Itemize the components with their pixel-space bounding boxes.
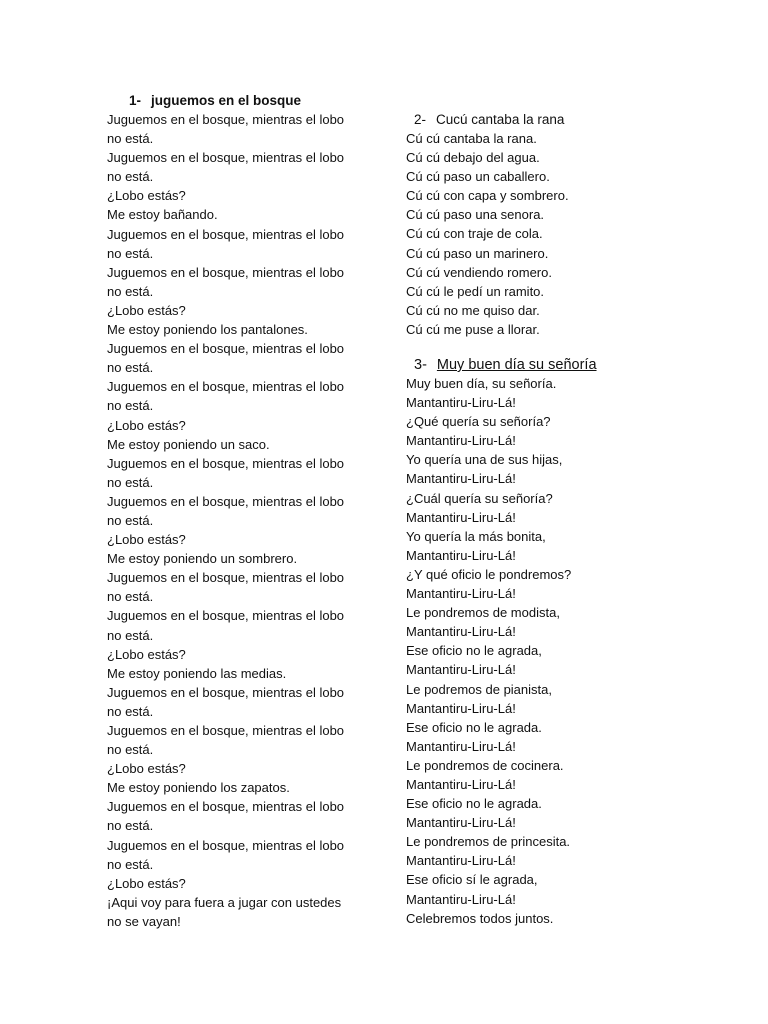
lyric-line: Mantantiru-Liru-Lá! [406,853,516,869]
lyric-line: Cú cú paso un caballero. [406,169,550,185]
lyric-line: Ese oficio no le agrada, [406,643,542,659]
lyric-line: Cú cú con traje de cola. [406,226,543,242]
lyric-line: no está. [107,818,154,834]
lyric-line: Mantantiru-Liru-Lá! [406,509,516,525]
lyric-line: Mantantiru-Liru-Lá! [406,547,516,563]
lyric-line: Juguemos en el bosque, mientras el lobo [107,608,345,624]
lyric-line: Mantantiru-Liru-Lá! [406,624,516,640]
lyric-line: no está. [107,245,154,261]
lyric-line: Cú cú debajo del agua. [406,150,540,166]
lyric-line: Mantantiru-Liru-Lá! [406,395,516,411]
lyric-line: no está. [107,169,154,185]
lyric-line: Mantantiru-Liru-Lá! [406,471,516,487]
lyric-line: Mantantiru-Liru-Lá! [406,700,516,716]
lyric-line: Le pondremos de modista, [406,605,560,621]
lyric-line: Juguemos en el bosque, mientras el lobo [107,112,345,127]
lyric-line: Le pondremos de princesita. [406,834,571,850]
lyric-line: Juguemos en el bosque, mientras el lobo [107,837,345,853]
lyric-line: no está. [107,703,154,719]
lyric-line: ¿Qué quería su señoría? [406,414,551,430]
lyric-line: Yo quería una de sus hijas, [406,452,563,468]
lyric-line: Juguemos en el bosque, mientras el lobo [107,493,345,509]
lyric-line: no está. [107,856,154,872]
lyric-line: no está. [107,360,154,376]
lyric-line: Cú cú con capa y sombrero. [406,188,569,204]
lyric-line: Mantantiru-Liru-Lá! [406,662,516,678]
lyric-line: Juguemos en el bosque, mientras el lobo [107,226,345,242]
lyric-line: Yo quería la más bonita, [406,528,546,544]
lyric-line: Cú cú paso una senora. [406,207,545,223]
lyric-line: Cú cú paso un marinero. [406,245,549,261]
lyric-line: no está. [107,474,154,490]
lyric-line: Ese oficio no le agrada. [406,796,542,812]
lyric-line: Ese oficio sí le agrada, [406,872,538,888]
lyric-line: Juguemos en el bosque, mientras el lobo [107,341,345,357]
lyric-line: no está. [107,283,154,299]
song2-heading [414,110,564,129]
lyric-line: Me estoy poniendo un sombrero. [107,551,298,567]
lyric-line: Mantantiru-Liru-Lá! [406,891,516,907]
lyric-line: Muy buen día, su señoría. [406,376,557,391]
lyric-line: Me estoy poniendo las medias. [107,665,287,681]
song3-title: Muy buen día su señoría [436,357,597,373]
lyric-line: Juguemos en el bosque, mientras el lobo [107,799,345,815]
lyric-line: Mantantiru-Liru-Lá! [406,433,516,449]
lyric-line: Me estoy poniendo un saco. [107,436,270,452]
lyric-line: Mantantiru-Liru-Lá! [406,815,516,831]
song2-number: 2- [414,112,427,127]
lyric-line: Cú cú cantaba la rana. [406,131,537,146]
lyric-line: ¡Aqui voy para fuera a jugar con ustedes [107,894,342,910]
lyric-line: Cú cú le pedí un ramito. [406,283,545,299]
lyric-line: no está. [107,398,154,414]
lyric-line: no está. [107,512,154,528]
lyric-line: Juguemos en el bosque, mientras el lobo [107,150,345,166]
lyric-line: no se vayan! [107,913,181,929]
lyric-line: Juguemos en el bosque, mientras el lobo [107,379,345,395]
lyric-line: Cú cú vendiendo romero. [406,264,552,280]
song2-title: Cucú cantaba la rana [436,112,565,127]
lyric-line: Mantantiru-Liru-Lá! [406,586,516,602]
lyric-line: Me estoy poniendo los pantalones. [107,322,308,338]
lyric-line: ¿Lobo estás? [107,417,186,433]
song3-lyrics [406,374,571,928]
lyric-line: ¿Lobo estás? [107,761,186,777]
lyric-line: Mantantiru-Liru-Lá! [406,776,516,792]
lyric-line: Le pondremos de cocinera. [406,757,564,773]
song3-heading [414,356,597,375]
lyric-line: Juguemos en el bosque, mientras el lobo [107,570,345,586]
song1-number: 1- [129,93,142,108]
lyric-line: no está. [107,589,154,605]
lyric-line: Cú cú me puse a llorar. [406,321,540,337]
song1-lyrics [107,110,344,931]
lyric-line: Me estoy bañando. [107,207,218,223]
lyric-line: no está. [107,742,154,758]
lyric-line: ¿Lobo estás? [107,188,186,204]
lyric-line: Me estoy poniendo los zapatos. [107,780,290,796]
lyric-line: ¿Lobo estás? [107,532,186,548]
lyric-line: no está. [107,131,154,147]
lyric-line: ¿Cuál quería su señoría? [406,490,553,506]
lyric-line: Le podremos de pianista, [406,681,552,697]
lyric-line: Mantantiru-Liru-Lá! [406,738,516,754]
lyric-line: Juguemos en el bosque, mientras el lobo [107,455,345,471]
lyric-line: no está. [107,627,154,643]
lyric-line: Juguemos en el bosque, mientras el lobo [107,723,345,738]
lyric-line: Celebremos todos juntos. [406,910,554,926]
lyric-line: ¿Lobo estás? [107,875,186,891]
lyric-line: Cú cú no me quiso dar. [406,302,540,318]
song2-lyrics [406,129,569,339]
lyric-line: Ese oficio no le agrada. [406,719,542,735]
song1-heading [129,91,301,110]
lyric-line: Juguemos en el bosque, mientras el lobo [107,264,345,280]
lyric-line: Juguemos en el bosque, mientras el lobo [107,684,345,700]
lyric-line: ¿Lobo estás? [107,646,186,662]
lyric-line: ¿Y qué oficio le pondremos? [406,566,572,582]
lyric-line: ¿Lobo estás? [107,302,186,318]
song3-number: 3- [414,357,427,373]
song1-title: juguemos en el bosque [151,93,302,108]
